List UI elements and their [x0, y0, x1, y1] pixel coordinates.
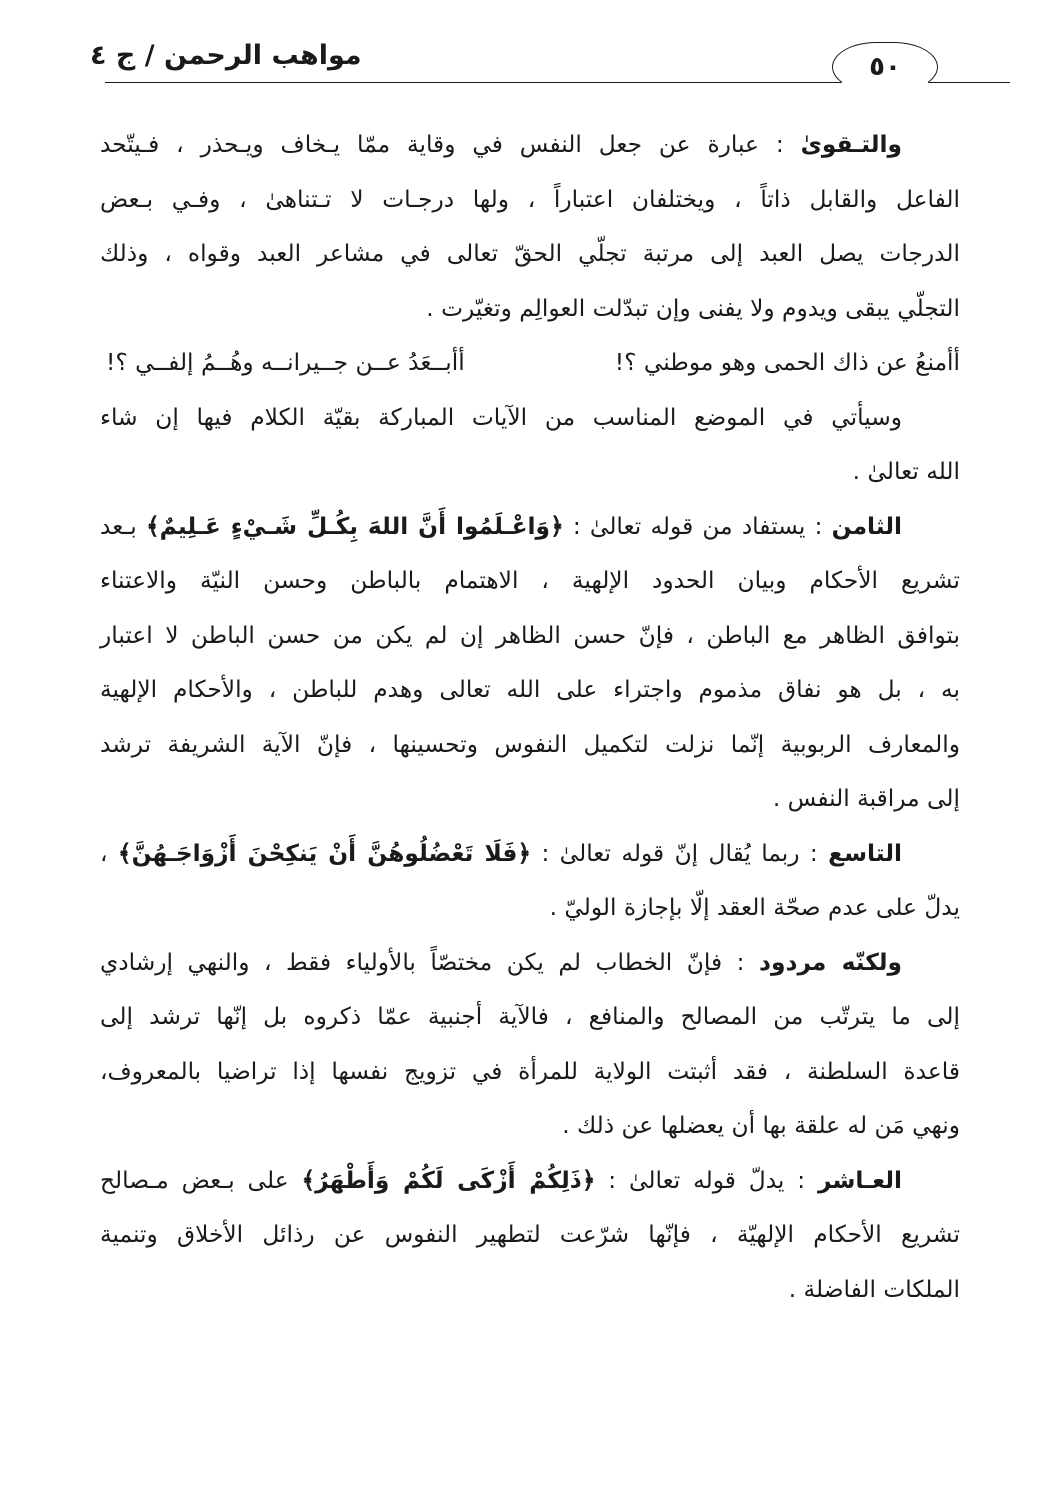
para3-line4: به ، بل هو نفاق مذموم واجتراء على الله تعالى وهدم للباطن ، والأحكام الإلهية: [100, 676, 960, 703]
keyword-eighth: الثامن: [831, 512, 902, 540]
page-header: [50, 38, 1010, 90]
para1-line2: الفاعل والقابل ذاتاً ، ويختلفان اعتباراً ، ولها درجـات لا تـتناهىٰ ، وفـي بـعض: [100, 185, 960, 213]
page-body: [100, 118, 960, 1317]
para4-line2: يدلّ على عدم صحّة العقد إلّا بإجازة الوليّ .: [549, 894, 960, 921]
quran-quote-ninth: ﴿فَلَا تَعْضُلُوهُنَّ أَنْ يَنكِحْنَ أَزْوَاجَـهُنَّ﴾: [117, 839, 532, 867]
keyword-but-rejected: ولكنّه مردود: [759, 948, 902, 976]
para1-line1: والتـقوىٰ : عبارة عن جعل النفس في وقاية ممّا يـخاف ويـحذر ، فـيتّحد: [100, 131, 902, 158]
para1-line4: التجلّي يبقى ويدوم ولا يفنى وإن تبدّلت العوالِم وتغيّرت .: [426, 294, 960, 322]
para5-line2: إلى ما يترتّب من المصالح والمنافع ، فالآية أجنبية عمّا ذكروه بل إنّها ترشد إلى: [100, 1003, 960, 1030]
para2-line2: الله تعالىٰ .: [852, 458, 960, 485]
poetry-verse: [100, 336, 960, 391]
para5-line1: ولكنّه مردود : فإنّ الخطاب لم يكن مختصّاً بالأولياء فقط ، والنهي إرشادي: [100, 948, 902, 976]
para1-line3: الدرجات يصل العبد إلى مرتبة تجلّي الحقّ تعالى في مشاعر العبد وقواه ، وذلك: [100, 240, 960, 267]
quran-quote-eighth: ﴿وَاعْـلَمُوا أَنَّ اللهَ بِكُـلِّ شَـيْءٍ عَـلِيمٌ﴾: [145, 512, 564, 540]
para5-line3: قاعدة السلطنة ، فقد أثبتت الولاية للمرأة في تزويج نفسها إذا تراضيا بالمعروف،: [100, 1057, 960, 1085]
para6-line3: الملكات الفاضلة .: [788, 1275, 960, 1303]
para2-line1: وسيأتي في الموضع المناسب من الآيات المباركة بقيّة الكلام فيها إن شاء: [100, 403, 902, 431]
verse-hemistich-1: أأمنعُ عن ذاك الحمى وهو موطني ؟!: [614, 349, 960, 376]
quran-quote-tenth: ﴿ذَلِكُمْ أَزْكَى لَكُمْ وَأَطْهَرُ﴾: [301, 1166, 596, 1194]
verse-hemistich-2: أأبــعَدُ عــن جــيرانــه وهُــمُ إلفــي ؟!: [106, 349, 465, 376]
keyword-taqwa: والتـقوىٰ: [800, 131, 902, 158]
para3-line6: إلى مراقبة النفس .: [772, 785, 960, 812]
para6-line1: العـاشر : يدلّ قوله تعالىٰ : ﴿ذَلِكُمْ أَزْكَى لَكُمْ وَأَطْهَرُ﴾ على بـعض مـصالح: [100, 1166, 903, 1194]
running-title: مواهب الرحمن / ج ٤: [90, 40, 362, 71]
keyword-tenth: العـاشر: [818, 1166, 903, 1194]
page-number: ٥٠: [832, 42, 938, 92]
para3-line1: الثامن : يستفاد من قوله تعالىٰ : ﴿وَاعْـلَمُوا أَنَّ اللهَ بِكُـلِّ شَـيْءٍ عَـلِيمٌ﴾ بـعد: [100, 512, 902, 540]
keyword-ninth: التاسع: [828, 839, 902, 867]
para3-line3: بتوافق الظاهر مع الباطن ، فإنّ حسن الظاهر إن لم يكن من حسن الباطن لا اعتبار: [100, 621, 960, 649]
para4-line1: التاسع : ربما يُقال إنّ قوله تعالىٰ : ﴿فَلَا تَعْضُلُوهُنَّ أَنْ يَنكِحْنَ أَزْوَاجَـهُنَّ﴾ ،: [100, 839, 902, 867]
para3-line5: والمعارف الربوبية إنّما نزلت لتكميل النفوس وتحسينها ، فإنّ الآية الشريفة ترشد: [100, 730, 960, 758]
para6-line2: تشريع الأحكام الإلهيّة ، فإنّها شرّعت لتطهير النفوس عن رذائل الأخلاق وتنمية: [100, 1221, 960, 1248]
para3-line2: تشريع الأحكام وبيان الحدود الإلهية ، الاهتمام بالباطن وحسن النيّة والاعتناء: [100, 567, 960, 594]
para5-line4: ونهي مَن له علقة بها أن يعضلها عن ذلك .: [562, 1112, 960, 1139]
